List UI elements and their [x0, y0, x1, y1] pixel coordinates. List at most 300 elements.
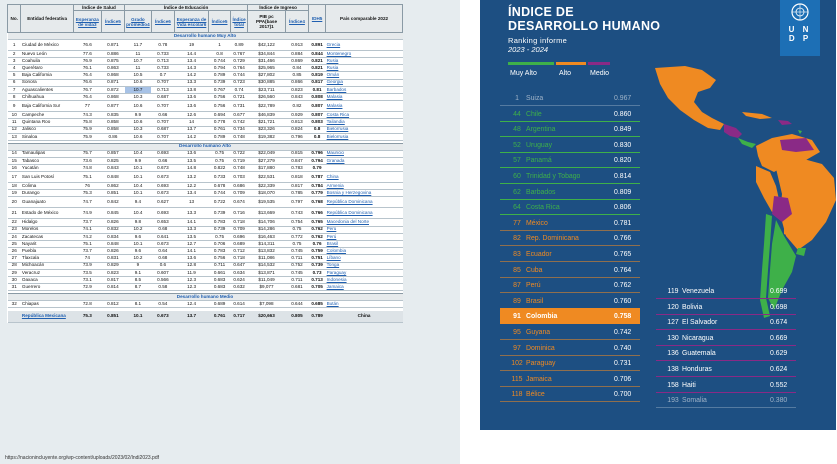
ranking-rank: 85: [513, 266, 521, 274]
table-cell: $30,885: [248, 79, 286, 86]
table-cell: 26: [8, 248, 21, 255]
table-cell: 0.677: [231, 112, 248, 119]
table-row: [8, 72, 403, 79]
ranking-name: Bolivia: [682, 303, 703, 311]
ranking-rank: 77: [513, 219, 521, 227]
ranking-rank: 130: [667, 334, 679, 342]
ranking-name: Bélice: [526, 391, 545, 399]
table-cell[interactable]: Omán: [326, 72, 403, 79]
ranking-row: [500, 246, 640, 262]
table-cell[interactable]: Bután: [326, 300, 403, 307]
table-cell: 13.3: [174, 226, 208, 233]
table-cell: 30: [8, 276, 21, 283]
table-cell: 24: [8, 233, 21, 240]
table-cell: 0.74: [231, 86, 248, 93]
national-cell: [8, 311, 21, 323]
ranking-name: Colombia: [526, 313, 558, 321]
ranking-rank: 120: [667, 303, 679, 311]
table-cell: 19: [174, 39, 208, 50]
table-cell: 75.1: [73, 172, 101, 183]
ranking-row: [500, 340, 640, 356]
table-cell: $17,880: [248, 164, 286, 171]
table-cell: 0.745: [285, 269, 308, 276]
ranking-name: El Salvador: [682, 319, 718, 327]
national-cell: 0.717: [231, 311, 248, 323]
table-cell: 0.767: [231, 50, 248, 57]
table-cell: 0.783: [209, 248, 231, 255]
ranking-name: Haiti: [682, 381, 696, 389]
table-cell: 0.721: [231, 94, 248, 101]
table-cell: 75.8: [73, 119, 101, 126]
table-cell: 3: [8, 58, 21, 65]
table-cell: 12.6: [174, 112, 208, 119]
table-cell: 9.9: [125, 112, 152, 119]
legend-label-medio: Medio: [590, 70, 610, 77]
table-cell: 0.863: [101, 65, 124, 72]
ranking-rank: 89: [513, 297, 521, 305]
table-cell: 14.8: [174, 164, 208, 171]
ranking-row: [500, 230, 640, 246]
header-indice-salud[interactable]: Índice5: [101, 11, 124, 33]
table-cell: 0.723: [231, 79, 248, 86]
table-cell: Nayarit: [21, 241, 73, 248]
table-cell: 0.835: [101, 112, 124, 119]
table-cell[interactable]: Montenegro: [326, 50, 403, 57]
ranking-name: Dominica: [526, 344, 555, 352]
table-cell[interactable]: Costa Rica: [326, 112, 403, 119]
ranking-name: Venezuela: [682, 288, 715, 295]
table-cell: 0.823: [101, 269, 124, 276]
ranking-name: Somalia: [682, 397, 707, 405]
table-cell: 13: [8, 133, 21, 140]
table-cell: 75.1: [73, 241, 101, 248]
table-cell: 22: [8, 219, 21, 226]
table-cell: 0.673: [151, 172, 174, 183]
ranking-rank: 83: [513, 251, 521, 258]
ranking-value: 0.674: [770, 319, 788, 327]
table-cell[interactable]: Bosnia y Herzegovina: [326, 190, 403, 197]
table-cell: Chihuahua: [21, 94, 73, 101]
table-cell: 0.744: [209, 58, 231, 65]
table-cell: 5: [8, 72, 21, 79]
table-cell[interactable]: Georgia: [326, 79, 403, 86]
national-cell[interactable]: República Mexicana: [21, 311, 73, 323]
table-cell: 1: [209, 39, 231, 50]
table-cell: $14,706: [248, 219, 286, 226]
table-cell: 76.1: [73, 65, 101, 72]
table-cell: 17: [8, 172, 21, 183]
ranking-name: Rep. Dominicana: [526, 235, 579, 243]
table-cell: 10.4: [125, 183, 152, 190]
table-cell[interactable]: Tonga: [326, 262, 403, 269]
table-cell: 0.785: [285, 190, 308, 197]
table-row: [8, 164, 403, 171]
table-row: [8, 86, 403, 93]
table-cell: 0.866: [285, 79, 308, 86]
header-indice-grado[interactable]: Índice6: [151, 11, 174, 33]
undp-logo: [780, 0, 820, 56]
table-cell[interactable]: Tailandia: [326, 119, 403, 126]
ranking-row: [656, 392, 796, 408]
table-cell: 75.3: [73, 190, 101, 197]
table-cell: 0.644: [285, 300, 308, 307]
ranking-row: [500, 184, 640, 200]
ranking-rank: 118: [511, 391, 523, 399]
table-cell: 0.76: [309, 241, 326, 248]
table-cell: Veracruz: [21, 269, 73, 276]
header-idh[interactable]: IDH5: [309, 5, 326, 33]
table-cell[interactable]: Macedonia del Norte: [326, 219, 403, 226]
table-cell[interactable]: Barbados: [326, 86, 403, 93]
national-cell: 75.3: [73, 311, 101, 323]
section-title: Desarrollo humano Alto: [8, 143, 403, 150]
table-cell[interactable]: República Dominicana: [326, 208, 403, 219]
header-esperanza[interactable]: Esperanza de vida3: [73, 11, 101, 33]
header-indice-escolar[interactable]: Índice5: [209, 11, 231, 33]
national-cell: 13.7: [174, 311, 208, 323]
national-cell: 0.851: [101, 311, 124, 323]
table-cell: $7,098: [248, 300, 286, 307]
table-cell: $27,802: [248, 72, 286, 79]
table-cell: 0.817: [309, 79, 326, 86]
table-cell: 13.5: [174, 233, 208, 240]
table-cell: 0.731: [231, 101, 248, 112]
map-cuba: [742, 112, 772, 119]
table-cell: 74.2: [73, 233, 101, 240]
table-cell: 13.6: [174, 101, 208, 112]
table-cell: 0.713: [151, 86, 174, 93]
ranking-row: [500, 371, 640, 387]
table-cell: Ciudad de México: [21, 39, 73, 50]
ranking-value: 0.698: [770, 303, 788, 311]
ranking-rank: 62: [513, 188, 521, 196]
table-row: [8, 133, 403, 140]
table-cell: 0.877: [101, 101, 124, 112]
table-cell: 0.722: [231, 150, 248, 157]
ranking-value: 0.806: [614, 204, 632, 212]
ranking-value: 0.860: [614, 110, 632, 118]
table-cell: 0.696: [231, 233, 248, 240]
table-cell: $14,311: [248, 241, 286, 248]
table-cell: 13.3: [174, 208, 208, 219]
ranking-name: Uruguay: [526, 141, 553, 149]
table-cell: 18: [8, 183, 21, 190]
table-cell: 0.719: [231, 157, 248, 164]
table-cell: $34,844: [248, 50, 286, 57]
national-cell: $20,663: [248, 311, 286, 323]
ranking-title-line1: ÍNDICE DE: [508, 5, 574, 19]
table-cell: 0.868: [101, 72, 124, 79]
table-cell: 0.742: [231, 119, 248, 126]
table-cell: 0.826: [101, 219, 124, 226]
table-cell: 10.4: [125, 150, 152, 157]
header-grado[interactable]: Grado promedio4: [125, 11, 152, 33]
table-cell: 0.75: [209, 157, 231, 164]
table-cell: 0.89: [231, 39, 248, 50]
table-cell: 76.9: [73, 58, 101, 65]
table-cell: 12.7: [174, 241, 208, 248]
table-cell: 0.796: [285, 133, 308, 140]
table-cell[interactable]: Perú: [326, 226, 403, 233]
table-cell[interactable]: Líbano: [326, 255, 403, 262]
ranking-rank: 97: [513, 344, 521, 352]
table-cell: Yucatán: [21, 164, 73, 171]
table-row: [8, 172, 403, 183]
table-cell: 0.765: [309, 219, 326, 226]
table-cell: 23: [8, 226, 21, 233]
table-cell: 20: [8, 197, 21, 208]
table-row: [8, 50, 403, 57]
table-cell: $19,535: [248, 197, 286, 208]
table-row: [8, 39, 403, 50]
table-cell: 0.748: [231, 164, 248, 171]
ranking-name: Costa Rica: [526, 204, 560, 212]
table-cell: 74.1: [73, 226, 101, 233]
table-cell[interactable]: Armenia: [326, 183, 403, 190]
table-cell: Tabasco: [21, 157, 73, 164]
ranking-row: [500, 386, 640, 402]
table-cell: 0.711: [285, 255, 308, 262]
table-cell: 19: [8, 190, 21, 197]
table-cell: 0.761: [209, 126, 231, 133]
table-cell: 9.8: [125, 219, 152, 226]
table-cell[interactable]: Paraguay: [326, 269, 403, 276]
source-url[interactable]: https://nacionincluyente.org/wp-content/uploads/2023/02/Indi2023.pdf: [5, 455, 159, 461]
table-cell[interactable]: Rusia: [326, 65, 403, 72]
header-esperanza-escolar[interactable]: Esperanza de Vida escolar6: [174, 11, 208, 33]
table-cell: 0.707: [151, 133, 174, 140]
table-cell: $13,871: [248, 269, 286, 276]
table-cell: Campeche: [21, 112, 73, 119]
table-cell: 0.685: [309, 300, 326, 307]
table-cell: 0.756: [209, 94, 231, 101]
table-cell: 0.745: [285, 248, 308, 255]
table-cell: 0.813: [285, 119, 308, 126]
table-cell: Puebla: [21, 248, 73, 255]
table-cell: 77: [73, 101, 101, 112]
table-cell: 0.832: [101, 226, 124, 233]
table-cell: 0.647: [231, 262, 248, 269]
table-cell[interactable]: Grecia: [326, 39, 403, 50]
table-cell: 0.705: [309, 284, 326, 291]
ranking-rank: 115: [511, 375, 523, 383]
table-cell: 0.733: [209, 172, 231, 183]
table-cell: 13.2: [174, 172, 208, 183]
table-cell: 0.687: [151, 126, 174, 133]
table-cell: $16,463: [248, 233, 286, 240]
table-cell[interactable]: Rusia: [326, 58, 403, 65]
table-cell: 0.843: [285, 94, 308, 101]
ranking-row: [500, 137, 640, 153]
table-cell: Hidalgo: [21, 219, 73, 226]
table-row: [8, 183, 403, 190]
table-cell: 0.683: [209, 284, 231, 291]
table-cell: 0.744: [209, 190, 231, 197]
table-row: [8, 150, 403, 157]
table-cell: 0.797: [285, 197, 308, 208]
ranking-rank: 48: [513, 126, 521, 134]
table-cell: $22,531: [248, 172, 286, 183]
table-row: [8, 233, 403, 240]
table-cell: 73.7: [73, 248, 101, 255]
table-cell: 0.78: [151, 39, 174, 50]
table-cell: 0.627: [151, 197, 174, 208]
table-cell: 73.6: [73, 157, 101, 164]
table-cell: Zacatecas: [21, 233, 73, 240]
table-cell: 10.6: [125, 101, 152, 112]
table-cell: 0.818: [285, 172, 308, 183]
header-salud: Índice de Salud: [73, 5, 124, 11]
table-cell: 10.6: [125, 133, 152, 140]
table-cell[interactable]: China: [326, 172, 403, 183]
table-cell: Chiapas: [21, 300, 73, 307]
table-cell: 9.1: [125, 269, 152, 276]
table-cell: 0.783: [285, 164, 308, 171]
table-cell: 7: [8, 86, 21, 93]
table-cell: 10.1: [125, 164, 152, 171]
ranking-value: 0.820: [614, 157, 632, 165]
ranking-name: Barbados: [526, 188, 556, 196]
table-cell: 0.756: [209, 255, 231, 262]
ranking-value: 0.758: [614, 313, 632, 321]
table-cell: Sonora: [21, 79, 73, 86]
table-cell[interactable]: [326, 164, 403, 171]
table-cell: 0.673: [151, 190, 174, 197]
table-cell: 2: [8, 50, 21, 57]
table-cell[interactable]: Mauricio: [326, 150, 403, 157]
ranking-row: [500, 215, 640, 231]
ranking-value: 0.765: [614, 251, 632, 258]
table-cell: 25: [8, 241, 21, 248]
table-cell: $14,532: [248, 262, 286, 269]
table-cell[interactable]: República Dominicana: [326, 197, 403, 208]
table-cell: 0.759: [309, 248, 326, 255]
table-cell: 0.713: [309, 276, 326, 283]
table-row: [8, 112, 403, 119]
table-cell: 14.1: [174, 248, 208, 255]
ranking-value: 0.830: [614, 141, 632, 149]
table-cell: 0.718: [231, 219, 248, 226]
table-cell: 11: [125, 50, 152, 57]
table-cell: 0.716: [231, 208, 248, 219]
table-cell[interactable]: Bielorrusia: [326, 133, 403, 140]
table-cell: 0.689: [209, 300, 231, 307]
table-cell: 16: [8, 164, 21, 171]
table-cell: 13.7: [174, 126, 208, 133]
table-cell: $18,070: [248, 190, 286, 197]
table-cell: 13.4: [174, 190, 208, 197]
table-cell: 0.694: [209, 112, 231, 119]
table-cell: 9.6: [125, 233, 152, 240]
table-cell: Jalisco: [21, 126, 73, 133]
ranking-rank: 87: [513, 282, 521, 290]
table-cell: 0.834: [101, 233, 124, 240]
ranking-name: Trinidad y Tobago: [526, 173, 581, 180]
table-cell: 0.614: [231, 300, 248, 307]
ranking-name: Ecuador: [526, 251, 552, 258]
table-cell: 0.79: [309, 164, 326, 171]
table-cell: 0.84: [285, 65, 308, 72]
table-cell: $27,279: [248, 157, 286, 164]
table-cell[interactable]: Perú: [326, 233, 403, 240]
ranking-row: [656, 299, 796, 315]
table-cell: 0.713: [151, 58, 174, 65]
table-cell: 0.734: [231, 126, 248, 133]
ranking-name: Guyana: [526, 329, 551, 336]
table-cell: 12.8: [174, 262, 208, 269]
header-indice-ingreso[interactable]: Índice4: [285, 11, 308, 33]
table-cell: Guanajuato: [21, 197, 73, 208]
table-cell[interactable]: Malasia: [326, 94, 403, 101]
table-cell: 0.784: [309, 183, 326, 190]
ranking-value: 0.766: [614, 235, 632, 243]
map-central-america: [724, 124, 742, 138]
table-cell[interactable]: Bielorrusia: [326, 126, 403, 133]
table-cell[interactable]: Colombia: [326, 248, 403, 255]
table-cell: 0.686: [231, 183, 248, 190]
table-body: [8, 33, 403, 323]
header-indice-total[interactable]: Índice total: [231, 11, 248, 33]
table-cell: 0.709: [231, 226, 248, 233]
table-cell: 9: [125, 262, 152, 269]
legend-bar-muy-alto: [508, 62, 554, 65]
table-cell: 0.808: [309, 94, 326, 101]
ranking-value: 0.809: [614, 188, 632, 196]
table-cell: 77.6: [73, 50, 101, 57]
table-cell: 0.768: [309, 197, 326, 208]
table-cell: 13.5: [174, 157, 208, 164]
national-cell: 10.1: [125, 311, 152, 323]
table-cell: 0.858: [101, 119, 124, 126]
ranking-row: [656, 345, 796, 361]
ranking-years: 2023 - 2024: [508, 45, 549, 54]
table-cell: 12: [8, 126, 21, 133]
table-cell: 0.869: [285, 58, 308, 65]
ranking-row: [500, 121, 640, 137]
table-cell: $26,560: [248, 94, 286, 101]
table-cell: San Luis Potosí: [21, 172, 73, 183]
table-cell[interactable]: Brasil: [326, 241, 403, 248]
table-cell[interactable]: Granada: [326, 157, 403, 164]
ranking-subtitle: Ranking informe: [508, 36, 568, 45]
table-cell: 10: [8, 112, 21, 119]
table-cell: $22,339: [248, 183, 286, 190]
table-cell: 0.75: [209, 150, 231, 157]
table-cell: $22,049: [248, 150, 286, 157]
ranking-row: [656, 283, 796, 299]
table-cell: 0.8: [309, 126, 326, 133]
table-cell: 76.4: [73, 72, 101, 79]
table-cell: 0.707: [151, 101, 174, 112]
table-cell[interactable]: Indonesia: [326, 276, 403, 283]
table-cell[interactable]: Malasia: [326, 101, 403, 112]
table-cell: 13.8: [174, 86, 208, 93]
ranking-value: 0.742: [614, 329, 632, 336]
table-cell: 0.766: [309, 208, 326, 219]
table-cell: 9.9: [125, 157, 152, 164]
table-cell: 0.803: [309, 119, 326, 126]
ranking-rank: 64: [513, 204, 521, 212]
table-cell: 0.75: [209, 233, 231, 240]
table-cell: $23,711: [248, 86, 286, 93]
table-cell[interactable]: Jamaica: [326, 284, 403, 291]
table-cell: 0.812: [101, 300, 124, 307]
table-cell: 0.733: [151, 50, 174, 57]
ranking-row: [500, 324, 640, 340]
national-cell: China: [326, 311, 403, 323]
mexico-hdi-table: [7, 4, 403, 323]
table-cell: 76.6: [73, 79, 101, 86]
